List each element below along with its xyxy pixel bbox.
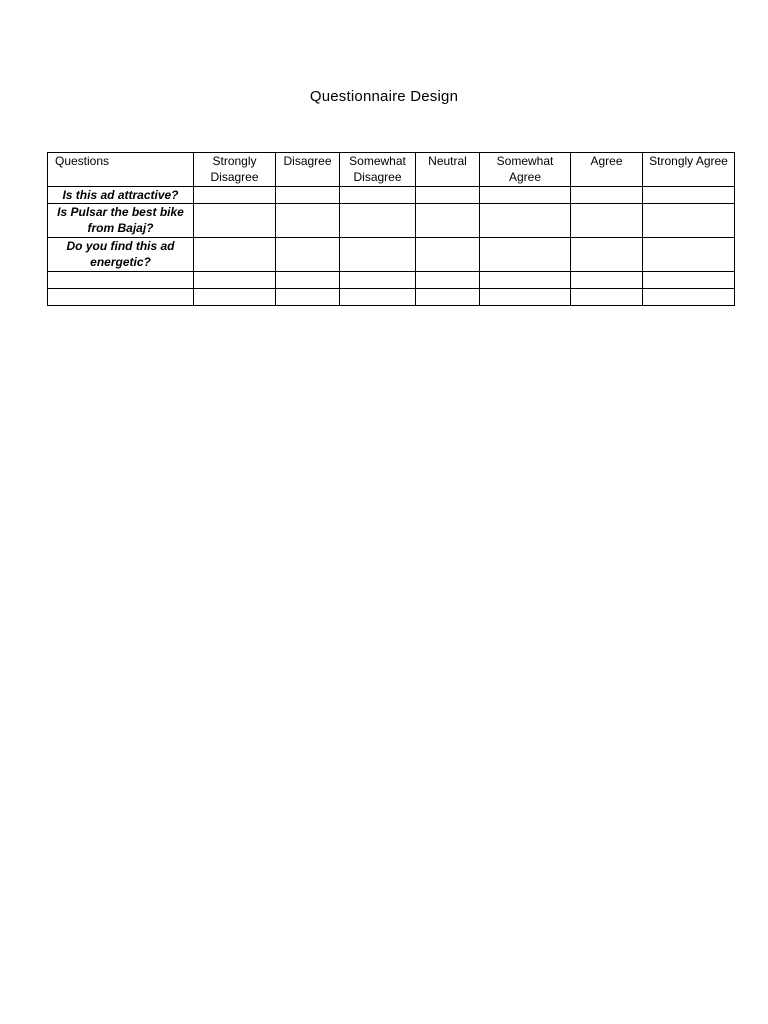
question-cell: Is Pulsar the best bike from Bajaj?: [48, 204, 194, 238]
table-row: [48, 204, 735, 238]
response-cell[interactable]: [194, 238, 276, 272]
header-questions: Questions: [48, 153, 194, 187]
header-agree: Agree: [571, 153, 643, 187]
questionnaire-table: [47, 152, 735, 306]
response-cell[interactable]: [340, 272, 416, 289]
response-cell[interactable]: [643, 289, 735, 306]
question-cell: Do you find this ad energetic?: [48, 238, 194, 272]
table-row: [48, 187, 735, 204]
response-cell[interactable]: [416, 187, 480, 204]
response-cell[interactable]: [571, 289, 643, 306]
response-cell[interactable]: [571, 272, 643, 289]
header-row: [48, 153, 735, 187]
header-strongly-agree: Strongly Agree: [643, 153, 735, 187]
response-cell[interactable]: [643, 204, 735, 238]
response-cell[interactable]: [276, 204, 340, 238]
response-cell[interactable]: [643, 187, 735, 204]
table-row: [48, 272, 735, 289]
table-row: [48, 238, 735, 272]
response-cell[interactable]: [643, 238, 735, 272]
response-cell[interactable]: [276, 289, 340, 306]
response-cell[interactable]: [194, 187, 276, 204]
table-row: [48, 289, 735, 306]
response-cell[interactable]: [643, 272, 735, 289]
response-cell[interactable]: [480, 289, 571, 306]
response-cell[interactable]: [276, 272, 340, 289]
page-title: Questionnaire Design: [309, 88, 459, 105]
header-somewhat-agree: Somewhat Agree: [480, 153, 571, 187]
response-cell[interactable]: [571, 187, 643, 204]
response-cell[interactable]: [571, 204, 643, 238]
response-cell[interactable]: [416, 238, 480, 272]
question-cell: [48, 272, 194, 289]
response-cell[interactable]: [276, 187, 340, 204]
response-cell[interactable]: [416, 272, 480, 289]
response-cell[interactable]: [480, 204, 571, 238]
response-cell[interactable]: [194, 289, 276, 306]
response-cell[interactable]: [194, 272, 276, 289]
response-cell[interactable]: [480, 187, 571, 204]
response-cell[interactable]: [416, 289, 480, 306]
response-cell[interactable]: [480, 238, 571, 272]
header-disagree: Disagree: [276, 153, 340, 187]
header-strongly-disagree: Strongly Disagree: [194, 153, 276, 187]
question-cell: Is this ad attractive?: [48, 187, 194, 204]
response-cell[interactable]: [194, 204, 276, 238]
response-cell[interactable]: [340, 204, 416, 238]
response-cell[interactable]: [571, 238, 643, 272]
response-cell[interactable]: [340, 289, 416, 306]
response-cell[interactable]: [480, 272, 571, 289]
header-neutral: Neutral: [416, 153, 480, 187]
response-cell[interactable]: [416, 204, 480, 238]
header-somewhat-disagree: Somewhat Disagree: [340, 153, 416, 187]
question-cell: [48, 289, 194, 306]
response-cell[interactable]: [340, 238, 416, 272]
response-cell[interactable]: [340, 187, 416, 204]
response-cell[interactable]: [276, 238, 340, 272]
